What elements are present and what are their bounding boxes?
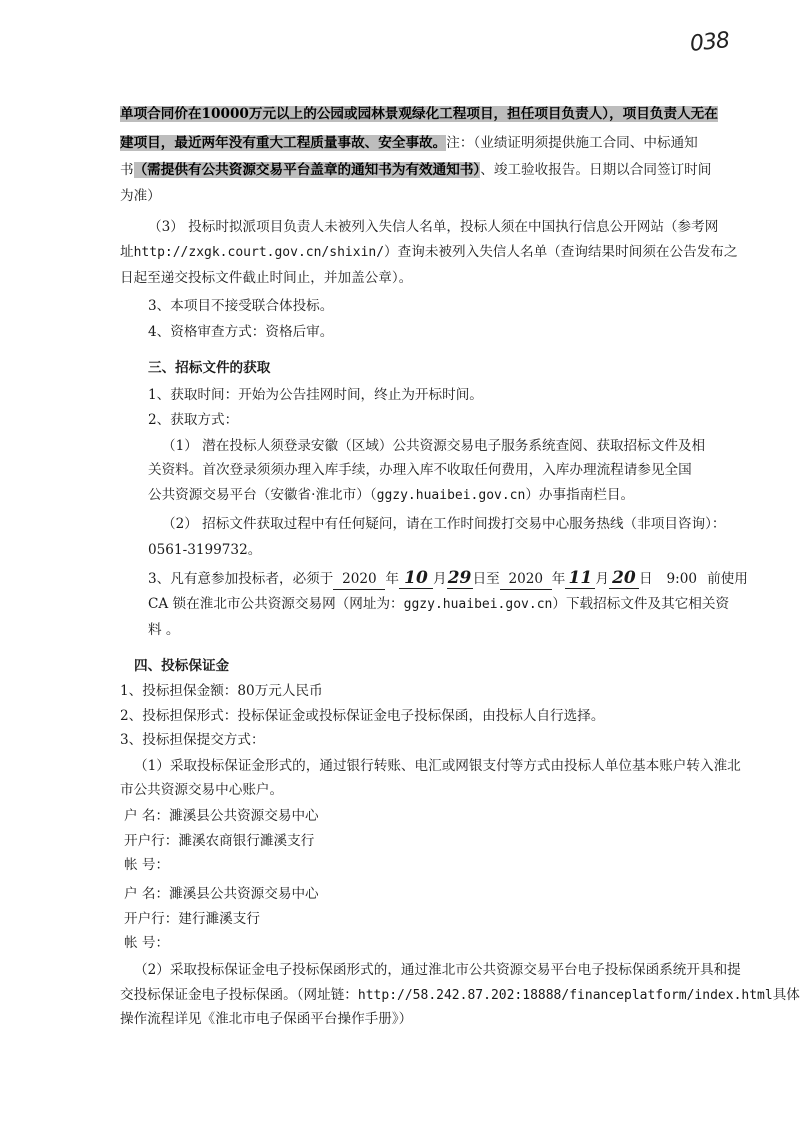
p2-line1: （3） 投标时拟派项目负责人未被列入失信人名单，投标人须在中国执行信息公开网站（参考网 [148,219,719,235]
sec4-p2-line2 [120,985,800,1006]
p1-line3 [120,160,711,180]
sec4-p1-line2: 市公共资源交易中心账户。 [120,782,284,798]
sec3-p2-line2: 0561-3199732。 [148,542,262,558]
highlighted-text: （需提供有公共资源交易平台盖章的通知书为有效通知书） [133,162,481,178]
p2-line2-rest: ）查询未被列入失信人名单（查询结果时间须在公告发布之 [384,244,738,260]
page-number-mark: 038 [688,28,731,57]
month-label: 月 [595,571,609,587]
sec3-p1-line3 [148,485,634,506]
item-4: 4、资格审查方式：资格后审。 [148,324,334,340]
deadline-time: 9:00 [666,571,698,587]
sec3-item3-pre: 3、凡有意参加投标者，必须于 [148,571,334,587]
sec3-p1-line3-pre: 公共资源交易平台（安徽省·淮北市）（ [148,487,377,503]
finance-platform-url-link[interactable]: http://58.242.87.202:18888/financeplatform/index.html [357,988,773,1003]
start-month-handwritten: 10 [399,568,433,589]
sec3-item3-line1 [148,568,748,590]
year-label: 年 [551,571,566,587]
sec4-p1-line1: （1）采取投标保证金形式的，通过银行转账、电汇或网银支付等方式由投标人单位基本账户转入淮北 [134,758,741,774]
p2-line2-pre: 址 [120,244,134,260]
sec3-item1: 1、获取时间：开始为公告挂网时间，终止为开标时间。 [148,387,483,403]
section-4-heading: 四、投标保证金 [134,658,230,674]
account1-number: 帐 号： [124,857,170,873]
p1-line3-rest: 、竣工验收报告。日期以合同签订时间 [480,162,712,178]
sec4-p2-line2-pre: 交投标保证金电子投标保函。（网址链： [120,987,358,1003]
p1-line2 [120,133,698,153]
sec3-item3-post: 前使用 [707,571,748,587]
account1-name: 户 名：濉溪县公共资源交易中心 [124,808,319,824]
sec4-p2-line3: 操作流程详见《淮北市电子保函平台操作手册》） [120,1011,413,1027]
start-year: 2020 [333,569,385,590]
account2-name: 户 名：濉溪县公共资源交易中心 [124,886,319,902]
end-day-handwritten: 20 [609,568,639,589]
sec3-item3-line3: 料 。 [148,622,180,638]
sec4-p2-line1: （2）采取投标保证金电子投标保函形式的，通过淮北市公共资源交易平台电子投标保函系统开具和提 [134,962,741,978]
start-day-handwritten: 29 [447,568,472,588]
day-label: 日 [638,571,653,587]
p1-line4: 为准） [120,188,161,204]
sec3-item3-line2-rest: ）下载招标文件及其它相关资 [552,596,730,612]
p1-line3-pre: 书 [120,162,134,178]
end-month-handwritten: 11 [565,568,595,589]
account2-bank: 开户行：建行濉溪支行 [124,911,260,927]
end-year: 2020 [500,569,552,590]
shixin-url-link[interactable]: http://zxgk.court.gov.cn/shixin/ [133,245,385,260]
highlighted-text: 单项合同价在10000万元以上的公园或园林景观绿化工程项目，担任项目负责人），项目负责人无在 [120,106,718,122]
p1-line1 [120,104,718,124]
ggzy-url-link[interactable]: ggzy.huaibei.gov.cn [403,597,553,612]
sec3-item3-line2-pre: CA 锁在淮北市公共资源交易网（网址为： [148,596,404,612]
sec3-p1-line1: （1） 潜在投标人须登录安徽（区域）公共资源交易电子服务系统查阅、获取招标文件及相 [162,438,706,454]
day-to-label: 日至 [472,571,500,587]
p1-line2-rest: 注：（业绩证明须提供施工合同、中标通知 [446,135,698,151]
ggzy-url-link[interactable]: ggzy.huaibei.gov.cn [376,488,526,503]
sec3-p2-line1: （2） 招标文件获取过程中有任何疑问，请在工作时间拨打交易中心服务热线（非项目咨询）： [162,516,726,532]
month-label: 月 [432,571,447,587]
item-3: 3、本项目不接受联合体投标。 [148,298,334,314]
section-3-heading: 三、招标文件的获取 [148,360,271,376]
p2-line2 [120,242,737,263]
sec3-p1-line2: 关资料。首次登录须须办理入库手续，办理入库不收取任何费用，入库办理流程请参见全国 [148,462,692,478]
highlighted-text: 建项目，最近两年没有重大工程质量事故、安全事故。 [120,135,447,151]
sec3-item2: 2、获取方式： [148,412,239,428]
sec4-item1: 1、投标担保金额：80万元人民币 [120,683,323,699]
account2-number: 帐 号： [124,935,170,951]
year-label: 年 [385,571,399,587]
sec4-item2: 2、投标担保形式：投标保证金或投标保证金电子投标保函，由投标人自行选择。 [120,708,605,724]
p2-line3: 日起至递交投标文件截止时间止，并加盖公章）。 [120,270,413,286]
sec4-item3: 3、投标担保提交方式： [120,732,265,748]
sec3-item3-line2 [148,594,729,615]
sec4-p2-line2-rest: 具体 [772,987,800,1003]
sec3-p1-line3-rest: ）办事指南栏目。 [525,487,635,503]
account1-bank: 开户行：濉溪农商银行濉溪支行 [124,833,315,849]
